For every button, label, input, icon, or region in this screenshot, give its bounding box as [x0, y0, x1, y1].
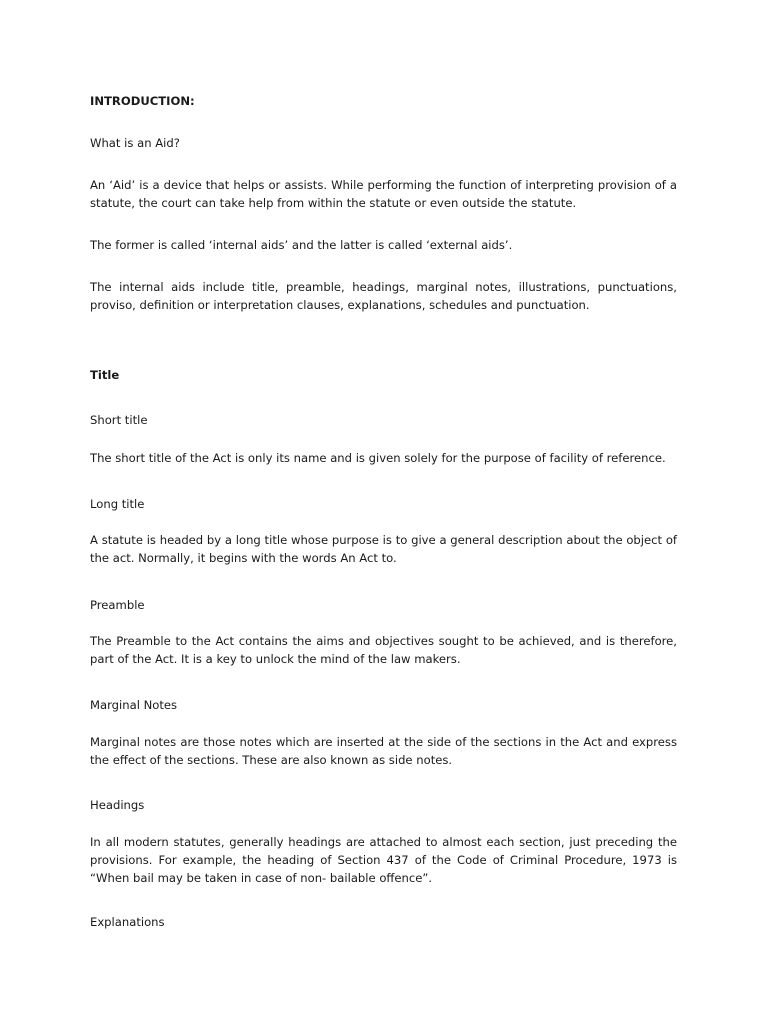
intro-heading: INTRODUCTION:	[90, 94, 195, 108]
former-latter-paragraph: The former is called ‘internal aids’ and the latter is called ‘external aids’.	[90, 238, 513, 252]
aid-definition-paragraph: An ‘Aid’ is a device that helps or assists. While performing the function of interpreting provision of a statute, the court can take help from within the statute or even outside the statute.	[90, 178, 677, 210]
explanations-heading: Explanations	[90, 915, 165, 929]
what-is-aid-question: What is an Aid?	[90, 136, 180, 150]
marginal-notes-heading: Marginal Notes	[90, 698, 178, 712]
headings-heading: Headings	[90, 798, 145, 812]
internal-aids-paragraph: The internal aids include title, preamble, headings, marginal notes, illustrations, punctuations, proviso, definition or interpretation clauses, explanations, schedules and punctuation.	[90, 280, 677, 312]
marginal-notes-paragraph: Marginal notes are those notes which are inserted at the side of the sections in the Act and express the effect of the sections. These are also known as side notes.	[90, 735, 677, 767]
short-title-heading: Short title	[90, 413, 148, 427]
long-title-paragraph: A statute is headed by a long title whose purpose is to give a general description about the object of the act. Normally, it begins with the words An Act to.	[90, 533, 677, 565]
short-title-paragraph: The short title of the Act is only its name and is given solely for the purpose of facility of reference.	[90, 451, 666, 465]
headings-paragraph: In all modern statutes, generally headings are attached to almost each section, just preceding the provisions. For example, the heading of Section 437 of the Code of Criminal Procedure, 1973 is “When bail may be taken in case of non- bailable offence”.	[90, 835, 677, 885]
preamble-paragraph: The Preamble to the Act contains the aims and objectives sought to be achieved, and is therefore, part of the Act. It is a key to unlock the mind of the law makers.	[90, 634, 677, 666]
title-section-heading: Title	[90, 368, 120, 382]
long-title-heading: Long title	[90, 497, 145, 511]
preamble-heading: Preamble	[90, 598, 145, 612]
